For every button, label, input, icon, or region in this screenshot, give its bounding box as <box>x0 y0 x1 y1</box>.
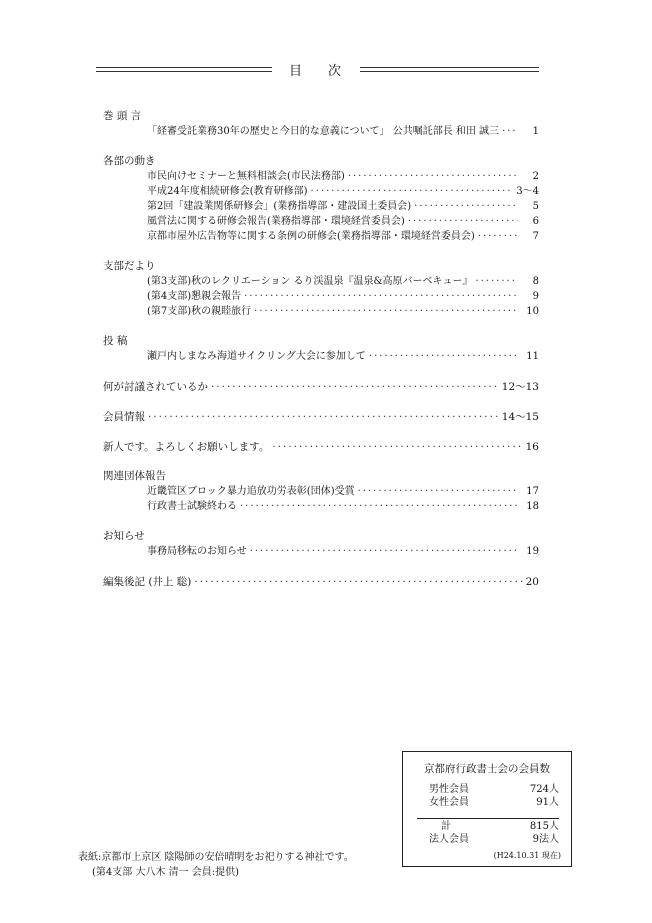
page-number: 3～4 <box>516 186 539 197</box>
member-count-divider <box>417 818 559 819</box>
section-newcomers <box>103 440 539 454</box>
toc-entry[interactable]: 市民向けセミナーと無料相談会(市民法務部) ····· 2 <box>103 169 539 184</box>
female-members-row: 女性会員 91人 <box>429 797 559 808</box>
page-number: 2 <box>532 171 539 182</box>
page-number: 14～15 <box>501 411 539 423</box>
page-number: 10 <box>526 306 539 317</box>
page-number: 1 <box>532 126 539 137</box>
title-rule-left <box>96 67 272 72</box>
page-number: 17 <box>526 486 539 497</box>
page-number: 6 <box>532 216 539 227</box>
page-number: 5 <box>532 201 539 212</box>
toc-entry[interactable]: 近畿管区ブロック暴力追放功労表彰(団体)受賞 ····· 17 <box>103 484 539 499</box>
toc-entry[interactable]: 何が討議されているか ····· 12～13 <box>103 380 539 394</box>
toc-entry[interactable]: 平成24年度相続研修会(教育研修部) ····· 3～4 <box>103 184 539 199</box>
section-contribution <box>103 335 539 364</box>
section-heading: 関連団体報告 <box>103 470 166 482</box>
page-number: 16 <box>525 441 539 453</box>
toc-entry[interactable]: 新人です。よろしくお願いします。 ····· 16 <box>103 440 539 454</box>
page-number: 18 <box>526 501 539 512</box>
page-number: 19 <box>526 546 539 557</box>
toc-title <box>96 60 539 80</box>
page-number: 9 <box>532 291 539 302</box>
section-department-news <box>103 155 539 244</box>
section-heading: 各部の動き <box>103 155 156 167</box>
toc-entry[interactable]: 風営法に関する研修会報告(業務指導部・環境経営委員会) ····· 6 <box>103 214 539 229</box>
corporate-members-row: 法人会員 9法人 <box>429 834 559 845</box>
member-count-title: 京都府行政書士会の会員数 <box>424 763 550 775</box>
page-number: 12～13 <box>501 381 539 393</box>
section-heading: 投 稿 <box>103 335 128 347</box>
toc-entry[interactable]: 「経審受託業務30年の歴史と今日的な意義について」 公共嘱託部長 和田 誠三 ····· 1 <box>103 124 539 139</box>
toc-entry[interactable]: 瀬戸内しまなみ海道サイクリング大会に参加して ····· 11 <box>103 349 539 364</box>
section-discussion <box>103 380 539 394</box>
section-notices <box>103 530 539 559</box>
member-count-box <box>402 751 572 867</box>
male-members-row: 男性会員 724人 <box>429 784 559 795</box>
member-count-date: (H24.10.31 現在) <box>493 851 561 860</box>
toc-entry[interactable]: 事務局移転のお知らせ ····· 19 <box>103 544 539 559</box>
page-number: 20 <box>525 576 539 588</box>
page-number: 11 <box>526 351 539 362</box>
toc-entry[interactable]: 会員情報 ····· 14～15 <box>103 410 539 424</box>
toc-entry[interactable]: (第4支部)懇親会報告 ····· 9 <box>103 289 539 304</box>
section-heading: 巻 頭 言 <box>103 110 142 122</box>
toc-entry[interactable]: 第2回「建設業関係研修会」(業務指導部・建設国土委員会) ····· 5 <box>103 199 539 214</box>
page-number: 8 <box>532 276 539 287</box>
section-heading: 支部だより <box>103 260 156 272</box>
section-editor-note <box>103 575 539 589</box>
cover-caption <box>78 850 354 880</box>
toc-entry[interactable]: 行政書士試験終わる ····· 18 <box>103 499 539 514</box>
section-foreword <box>103 110 539 139</box>
page-title: 目 次 <box>288 64 344 79</box>
section-related-orgs <box>103 470 539 514</box>
toc-entry[interactable]: 編集後記 (井上 聡) ····· 20 <box>103 575 539 589</box>
cover-caption-line1: 表紙:京都市上京区 陰陽師の安倍晴明をお祀りする神社です。 <box>78 852 354 863</box>
section-member-info <box>103 410 539 424</box>
section-branch-news <box>103 260 539 319</box>
toc-entry[interactable]: 京都市屋外広告物等に関する条例の研修会(業務指導部・環境経営委員会) ····· 7 <box>103 229 539 244</box>
table-of-contents <box>103 110 539 605</box>
toc-entry[interactable]: (第7支部)秋の親睦旅行 ····· 10 <box>103 304 539 319</box>
toc-entry[interactable]: (第3支部)秋のレクリエーション るり渓温泉『温泉&高原バーベキュー』 ····· 8 <box>103 274 539 289</box>
page-number: 7 <box>532 231 539 242</box>
section-heading: お知らせ <box>103 530 145 542</box>
total-members-row: 計 815人 <box>441 821 559 832</box>
cover-caption-line2: (第4支部 大八木 清一 会員:提供) <box>92 867 240 878</box>
title-rule-right <box>360 67 539 72</box>
